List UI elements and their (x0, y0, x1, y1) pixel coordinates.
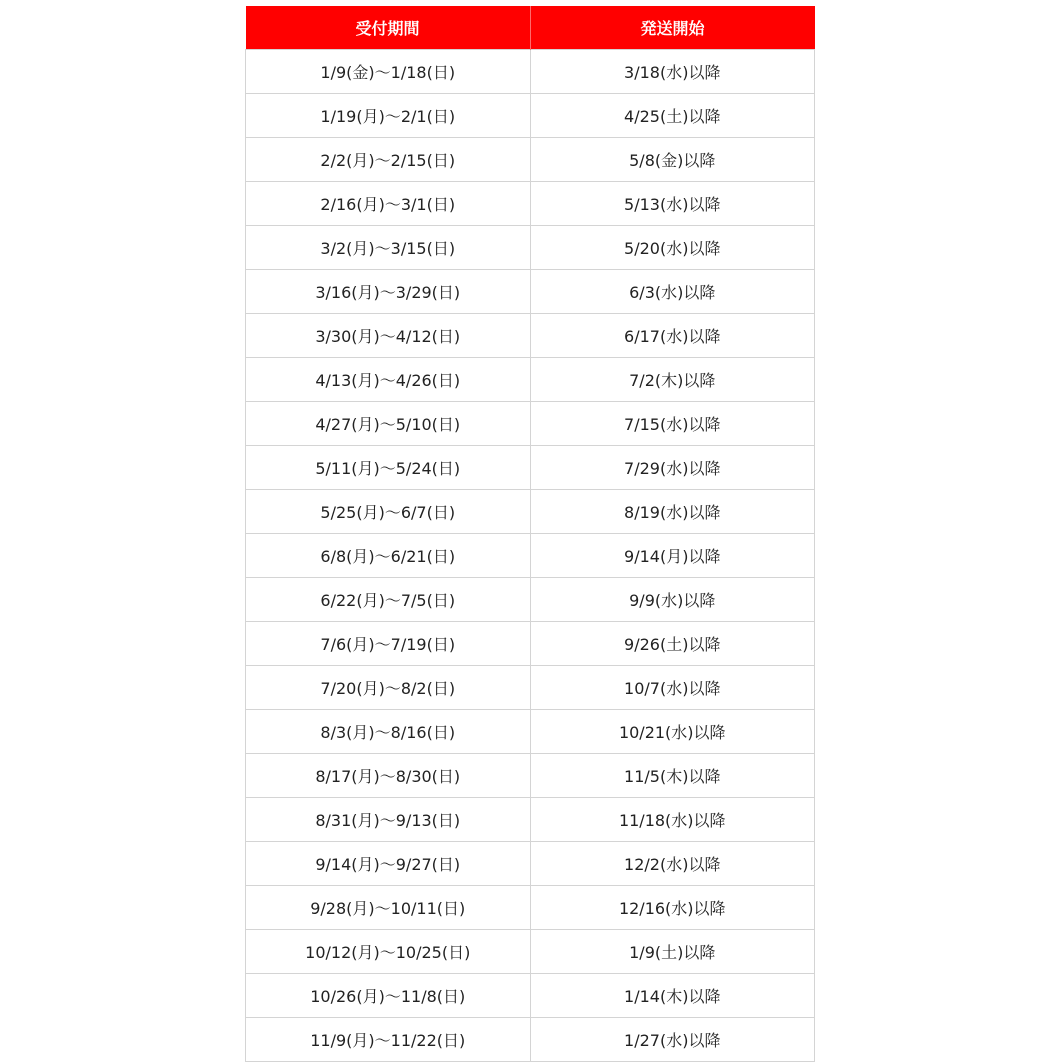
table-row (246, 666, 815, 710)
shipping-start-cell: 4/25(土)以降 (530, 94, 815, 138)
reception-period-cell: 10/12(月)～10/25(日) (246, 930, 531, 974)
shipping-start-cell: 5/8(金)以降 (530, 138, 815, 182)
reception-period-cell: 7/6(月)～7/19(日) (246, 622, 531, 666)
shipping-start-cell: 9/9(水)以降 (530, 578, 815, 622)
column-header-shipping-start: 発送開始 (530, 6, 815, 50)
reception-period-cell: 3/2(月)～3/15(日) (246, 226, 531, 270)
table-row (246, 930, 815, 974)
table-header (246, 6, 815, 50)
reception-period-cell: 8/3(月)～8/16(日) (246, 710, 531, 754)
reception-period-cell: 4/27(月)～5/10(日) (246, 402, 531, 446)
table-row (246, 226, 815, 270)
reception-period-cell: 5/11(月)～5/24(日) (246, 446, 531, 490)
reception-period-cell: 2/2(月)～2/15(日) (246, 138, 531, 182)
shipping-start-cell: 7/15(水)以降 (530, 402, 815, 446)
table-row (246, 138, 815, 182)
reception-period-cell: 9/28(月)～10/11(日) (246, 886, 531, 930)
table-body (246, 50, 815, 1062)
table-row (246, 710, 815, 754)
shipping-start-cell: 1/14(木)以降 (530, 974, 815, 1018)
table-row (246, 358, 815, 402)
table-row (246, 314, 815, 358)
table-row (246, 578, 815, 622)
shipping-start-cell: 3/18(水)以降 (530, 50, 815, 94)
table-row (246, 622, 815, 666)
reception-period-cell: 2/16(月)～3/1(日) (246, 182, 531, 226)
reception-period-cell: 7/20(月)～8/2(日) (246, 666, 531, 710)
shipping-start-cell: 12/16(水)以降 (530, 886, 815, 930)
reception-period-cell: 5/25(月)～6/7(日) (246, 490, 531, 534)
shipping-start-cell: 5/13(水)以降 (530, 182, 815, 226)
reception-period-cell: 8/31(月)～9/13(日) (246, 798, 531, 842)
table-row (246, 754, 815, 798)
table-row (246, 798, 815, 842)
shipping-start-cell: 10/7(水)以降 (530, 666, 815, 710)
reception-period-cell: 8/17(月)～8/30(日) (246, 754, 531, 798)
shipping-start-cell: 8/19(水)以降 (530, 490, 815, 534)
table-row (246, 270, 815, 314)
table-row (246, 446, 815, 490)
shipping-start-cell: 6/3(水)以降 (530, 270, 815, 314)
reception-period-cell: 4/13(月)～4/26(日) (246, 358, 531, 402)
reception-period-cell: 1/9(金)～1/18(日) (246, 50, 531, 94)
shipping-start-cell: 11/5(木)以降 (530, 754, 815, 798)
shipping-schedule-table (245, 6, 815, 1062)
table-row (246, 50, 815, 94)
reception-period-cell: 6/22(月)～7/5(日) (246, 578, 531, 622)
reception-period-cell: 11/9(月)～11/22(日) (246, 1018, 531, 1062)
table-row (246, 842, 815, 886)
shipping-start-cell: 6/17(水)以降 (530, 314, 815, 358)
reception-period-cell: 6/8(月)～6/21(日) (246, 534, 531, 578)
shipping-start-cell: 5/20(水)以降 (530, 226, 815, 270)
shipping-start-cell: 9/14(月)以降 (530, 534, 815, 578)
shipping-start-cell: 7/29(水)以降 (530, 446, 815, 490)
shipping-start-cell: 10/21(水)以降 (530, 710, 815, 754)
column-header-reception-period: 受付期間 (246, 6, 531, 50)
table-row (246, 402, 815, 446)
shipping-start-cell: 11/18(水)以降 (530, 798, 815, 842)
table-row (246, 490, 815, 534)
table-row (246, 182, 815, 226)
reception-period-cell: 3/16(月)～3/29(日) (246, 270, 531, 314)
header-row (246, 6, 815, 50)
reception-period-cell: 9/14(月)～9/27(日) (246, 842, 531, 886)
reception-period-cell: 10/26(月)～11/8(日) (246, 974, 531, 1018)
reception-period-cell: 3/30(月)～4/12(日) (246, 314, 531, 358)
shipping-start-cell: 1/9(土)以降 (530, 930, 815, 974)
shipping-start-cell: 1/27(水)以降 (530, 1018, 815, 1062)
shipping-start-cell: 12/2(水)以降 (530, 842, 815, 886)
shipping-start-cell: 7/2(木)以降 (530, 358, 815, 402)
table-row (246, 534, 815, 578)
table-row (246, 974, 815, 1018)
table-row (246, 94, 815, 138)
shipping-start-cell: 9/26(土)以降 (530, 622, 815, 666)
table-row (246, 1018, 815, 1062)
reception-period-cell: 1/19(月)～2/1(日) (246, 94, 531, 138)
table-row (246, 886, 815, 930)
